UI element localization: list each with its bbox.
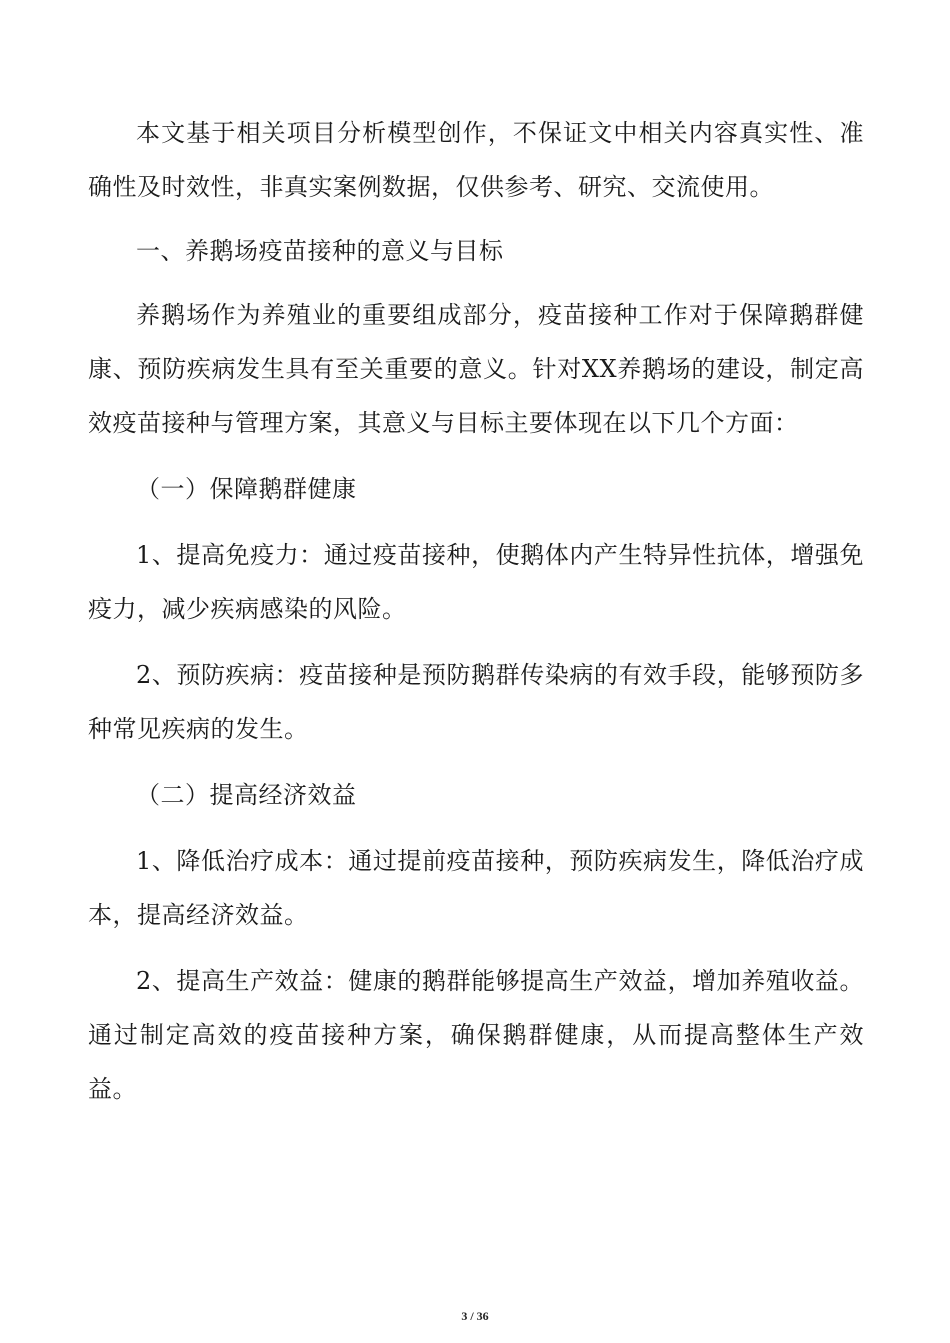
subsection-heading-1: （一）保障鹅群健康 bbox=[136, 475, 357, 503]
intro-paragraph: 养鹅场作为养殖业的重要组成部分，疫苗接种工作对于保障鹅群健康、预防疾病发生具有至关重要的意义。针对XX养鹅场的建设，制定高效疫苗接种与管理方案，其意义与目标主要体现在以下几个方面： bbox=[88, 301, 864, 437]
list-paragraph-prevention: 2、预防疾病：疫苗接种是预防鹅群传染病的有效手段，能够预防多种常见疾病的发生。 bbox=[88, 661, 864, 743]
page-number: 3 / 36 bbox=[461, 1309, 489, 1323]
list-paragraph-immunity: 1、提高免疫力：通过疫苗接种，使鹅体内产生特异性抗体，增强免疫力，减少疾病感染的风险。 bbox=[88, 541, 864, 623]
disclaimer-paragraph: 本文基于相关项目分析模型创作，不保证文中相关内容真实性、准确性及时效性，非真实案例数据，仅供参考、研究、交流使用。 bbox=[88, 119, 864, 201]
list-paragraph-cost: 1、降低治疗成本：通过提前疫苗接种，预防疾病发生，降低治疗成本，提高经济效益。 bbox=[88, 847, 864, 929]
subsection-heading-2: （二）提高经济效益 bbox=[136, 781, 357, 809]
list-paragraph-productivity: 2、提高生产效益：健康的鹅群能够提高生产效益，增加养殖收益。通过制定高效的疫苗接种方案，确保鹅群健康，从而提高整体生产效益。 bbox=[88, 967, 864, 1103]
document-body bbox=[88, 106, 864, 1116]
section-heading: 一、养鹅场疫苗接种的意义与目标 bbox=[136, 237, 504, 265]
